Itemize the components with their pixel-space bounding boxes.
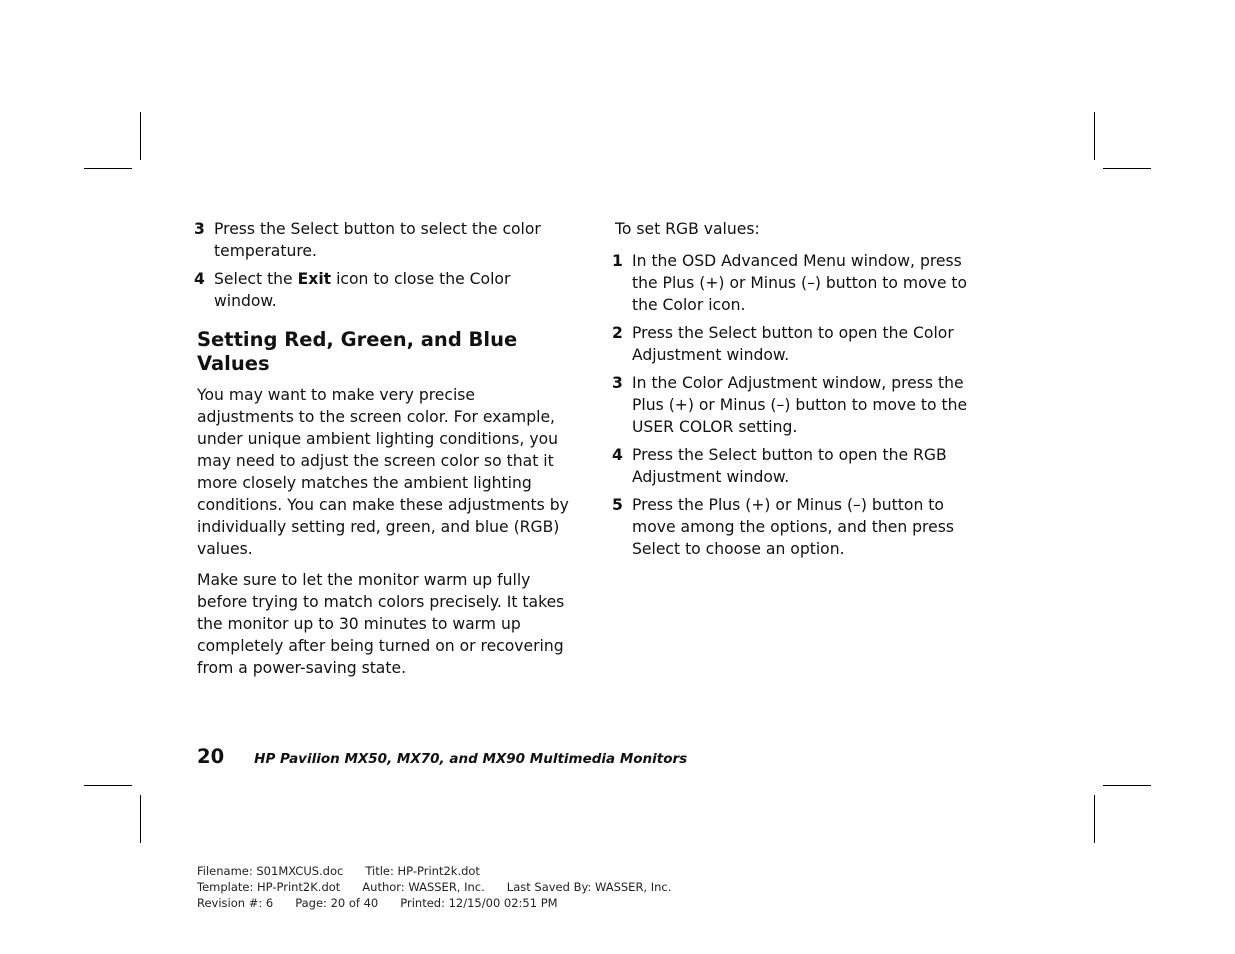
- step-text: Press the Select button to open the RGB Adjustment window.: [632, 446, 947, 486]
- revision: Revision #: 6: [197, 896, 274, 910]
- step-3: [612, 372, 992, 438]
- step-text-before: Select the: [214, 270, 298, 288]
- last-saved: Last Saved By: WASSER, Inc.: [506, 880, 672, 894]
- metadata-line-2: [197, 879, 693, 895]
- left-column: [194, 218, 574, 688]
- metadata-line-1: [197, 863, 693, 879]
- step-1: [612, 250, 992, 316]
- body-paragraph: You may want to make very precise adjustments to the screen color. For example, under unique ambient lighting conditions, you may need to adjust the screen color so that it more closely matches the ambient lighting conditions. You can make these adjustments by individually setting red, green, and blue (RGB) values.: [197, 386, 569, 558]
- page-count: Page: 20 of 40: [295, 896, 379, 910]
- step-text: Press the Select button to open the Color Adjustment window.: [632, 324, 954, 364]
- printed-date: Printed: 12/15/00 02:51 PM: [400, 896, 558, 910]
- crop-mark-top-right-vertical: [1094, 112, 1095, 160]
- step-text: [214, 268, 574, 312]
- step-4: [612, 444, 992, 488]
- step-number: 5: [612, 496, 623, 514]
- step-number: 4: [612, 446, 623, 464]
- crop-mark-bottom-left-horizontal: [84, 785, 132, 786]
- step-text: In the Color Adjustment window, press the Plus (+) or Minus (–) button to move to the USER COLOR setting.: [632, 374, 968, 436]
- exit-keyword: Exit: [297, 270, 332, 288]
- crop-mark-bottom-right-vertical: [1094, 795, 1095, 843]
- crop-mark-bottom-left-vertical: [140, 795, 141, 843]
- page-number: 20: [197, 745, 225, 768]
- crop-mark-top-left-vertical: [140, 112, 141, 160]
- doc-title: Title: HP-Print2k.dot: [365, 864, 480, 878]
- document-metadata: [197, 863, 693, 911]
- intro-text: To set RGB values:: [615, 220, 760, 238]
- step-4-exit-icon: [194, 268, 574, 312]
- step-3-select-temperature: [194, 218, 574, 262]
- filename: Filename: S01MXCUS.doc: [197, 864, 344, 878]
- step-number: 3: [612, 374, 623, 392]
- author: Author: WASSER, Inc.: [362, 880, 485, 894]
- template: Template: HP-Print2K.dot: [197, 880, 341, 894]
- step-text: Press the Plus (+) or Minus (–) button to move among the options, and then press Select to choose an option.: [632, 496, 954, 558]
- step-number: 4: [194, 270, 205, 288]
- step-text: Press the Select button to select the color temperature.: [214, 220, 541, 260]
- step-number: 2: [612, 324, 623, 342]
- right-column: [612, 218, 992, 566]
- step-text: In the OSD Advanced Menu window, press the Plus (+) or Minus (–) button to move to the Color icon.: [632, 252, 968, 314]
- step-number: 1: [612, 252, 623, 270]
- body-paragraph: Make sure to let the monitor warm up fully before trying to match colors precisely. It takes the monitor up to 30 minutes to warm up completely after being turned on or recovering from a power-saving state.: [197, 571, 565, 677]
- running-title: HP Pavilion MX50, MX70, and MX90 Multimedia Monitors: [254, 751, 688, 767]
- metadata-line-3: [197, 895, 693, 911]
- step-2: [612, 322, 992, 366]
- crop-mark-bottom-right-horizontal: [1103, 785, 1151, 786]
- step-number: 3: [194, 220, 205, 238]
- crop-mark-top-left-horizontal: [84, 168, 132, 169]
- crop-mark-top-right-horizontal: [1103, 168, 1151, 169]
- page-footer: [197, 745, 687, 768]
- section-heading: Setting Red, Green, and Blue Values: [197, 328, 518, 375]
- step-5: [612, 494, 992, 560]
- step-text-after: icon to close the Color window.: [214, 270, 511, 310]
